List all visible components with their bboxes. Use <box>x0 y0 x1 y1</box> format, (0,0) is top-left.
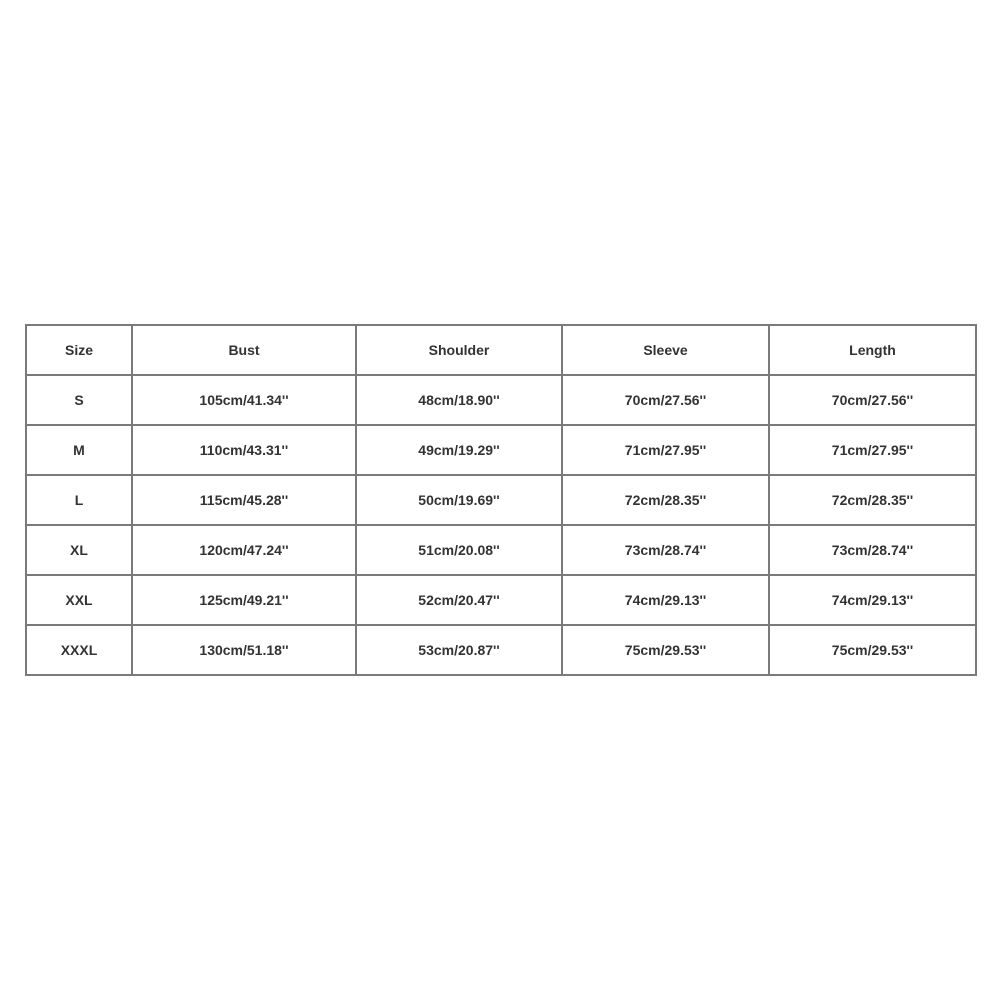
cell-size: XL <box>26 525 132 575</box>
cell-bust: 115cm/45.28'' <box>132 475 356 525</box>
table-row <box>26 475 976 525</box>
cell-bust: 125cm/49.21'' <box>132 575 356 625</box>
cell-sleeve: 75cm/29.53'' <box>562 625 769 675</box>
cell-bust: 105cm/41.34'' <box>132 375 356 425</box>
cell-sleeve: 73cm/28.74'' <box>562 525 769 575</box>
cell-sleeve: 74cm/29.13'' <box>562 575 769 625</box>
cell-length: 74cm/29.13'' <box>769 575 976 625</box>
header-bust: Bust <box>132 325 356 375</box>
cell-length: 70cm/27.56'' <box>769 375 976 425</box>
cell-length: 72cm/28.35'' <box>769 475 976 525</box>
header-shoulder: Shoulder <box>356 325 562 375</box>
cell-bust: 120cm/47.24'' <box>132 525 356 575</box>
cell-shoulder: 49cm/19.29'' <box>356 425 562 475</box>
table-row <box>26 375 976 425</box>
cell-size: L <box>26 475 132 525</box>
cell-length: 71cm/27.95'' <box>769 425 976 475</box>
cell-size: XXXL <box>26 625 132 675</box>
cell-size: M <box>26 425 132 475</box>
cell-length: 75cm/29.53'' <box>769 625 976 675</box>
cell-sleeve: 72cm/28.35'' <box>562 475 769 525</box>
header-length: Length <box>769 325 976 375</box>
cell-sleeve: 70cm/27.56'' <box>562 375 769 425</box>
cell-size: S <box>26 375 132 425</box>
size-chart-table <box>25 324 977 676</box>
cell-shoulder: 50cm/19.69'' <box>356 475 562 525</box>
table-row <box>26 625 976 675</box>
cell-shoulder: 52cm/20.47'' <box>356 575 562 625</box>
table-header-row <box>26 325 976 375</box>
table-row <box>26 575 976 625</box>
cell-shoulder: 51cm/20.08'' <box>356 525 562 575</box>
table-row <box>26 525 976 575</box>
cell-shoulder: 48cm/18.90'' <box>356 375 562 425</box>
cell-sleeve: 71cm/27.95'' <box>562 425 769 475</box>
cell-bust: 110cm/43.31'' <box>132 425 356 475</box>
cell-length: 73cm/28.74'' <box>769 525 976 575</box>
header-sleeve: Sleeve <box>562 325 769 375</box>
header-size: Size <box>26 325 132 375</box>
cell-bust: 130cm/51.18'' <box>132 625 356 675</box>
table-row <box>26 425 976 475</box>
cell-shoulder: 53cm/20.87'' <box>356 625 562 675</box>
cell-size: XXL <box>26 575 132 625</box>
